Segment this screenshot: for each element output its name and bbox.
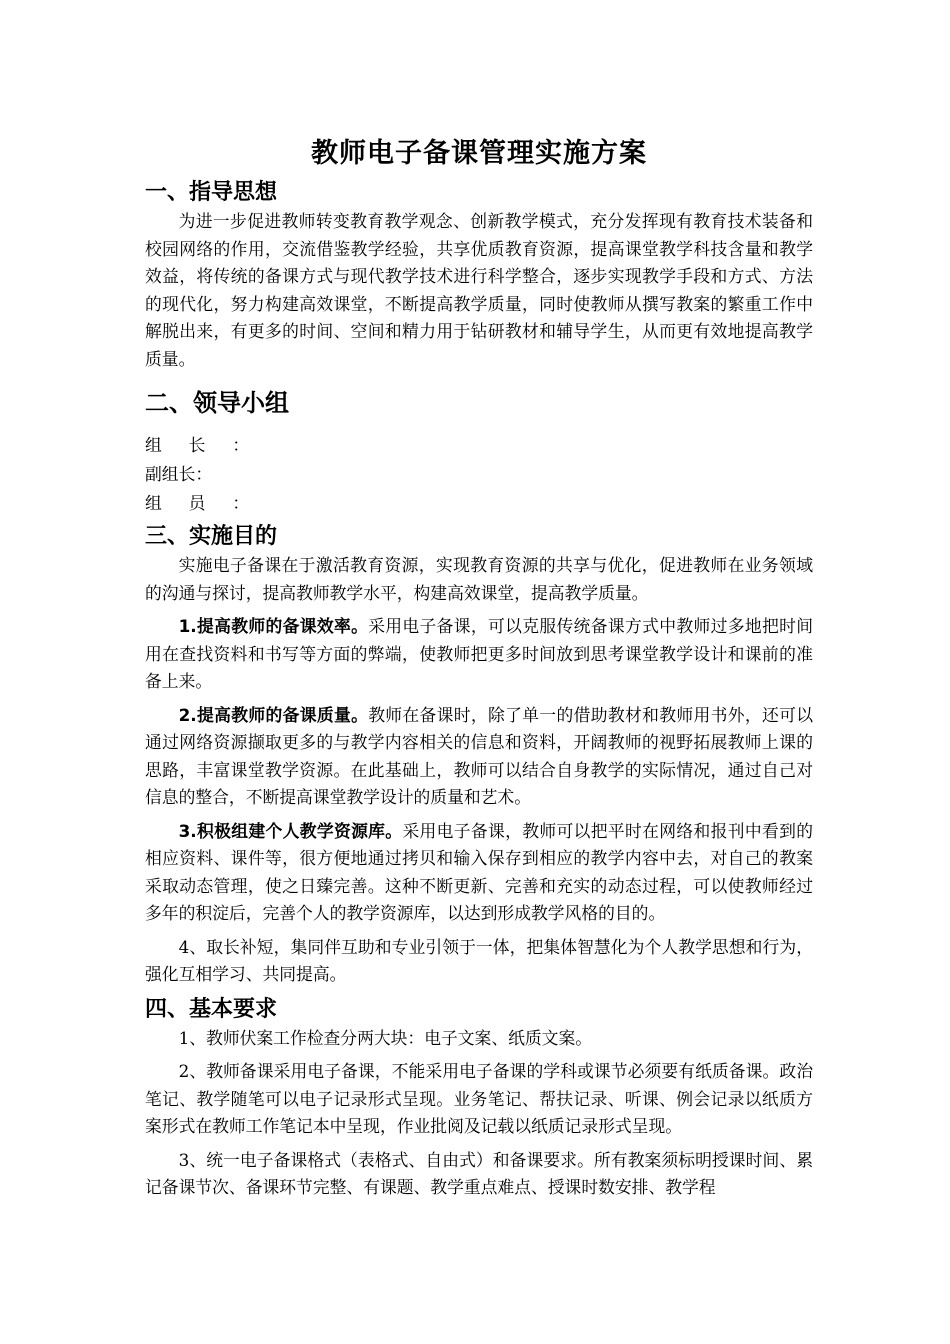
section-heading-leadership-group: 二、领导小组 bbox=[145, 389, 289, 417]
purpose-1-lead: 1.提高教师的备课效率。 bbox=[178, 616, 369, 636]
paragraph-requirement-2: 2、教师备课采用电子备课，不能采用电子备课的学科或课节必须要有纸质备课。政治笔记、教学随笔可以电子记录形式呈现。业务笔记、帮扶记录、听课、例会记录以纸质方案形式在教师工作笔记本中呈现，作业批阅及记载以纸质记录形式呈现。 bbox=[145, 1061, 813, 1136]
paragraph-purpose-4: 4、取长补短，集同伴互助和专业引领于一体，把集体智慧化为个人教学思想和行为，强化互相学习、共同提高。 bbox=[145, 936, 813, 984]
member-row-leader bbox=[145, 431, 813, 460]
paragraph-requirement-1: 1、教师伏案工作检查分两大块：电子文案、纸质文案。 bbox=[178, 1027, 593, 1048]
member-row-member bbox=[145, 489, 813, 518]
deputy-leader-label: 副组长： bbox=[145, 464, 213, 484]
section-heading-purpose: 三、实施目的 bbox=[145, 524, 278, 549]
purpose-3-lead: 3.积极组建个人教学资源库。 bbox=[178, 820, 403, 841]
purpose-2-body: 教师在备课时，除了单一的借助教材和教师用书外，还可以通过网络资源撷取更多的与教学内容相关的信息和资料，开阔教师的视野拓展教师上课的思路，丰富课堂教学资源。在此基础上，教师可以结合自身教学的实际情况，通过自己对信息的整合，不断提高课堂教学设计的质量和艺术。 bbox=[145, 704, 813, 807]
purpose-3-body: 采用电子备课，教师可以把平时在网络和报刊中看到的相应资料、课件等，很方便地通过拷贝和输入保存到相应的教学内容中去，对自己的教案采取动态管理，使之日臻完善。这种不断更新、完善和充实的动态过程，可以使教师经过多年的积淀后，完善个人的教学资源库，以达到形成教学风格的目的。 bbox=[145, 820, 813, 923]
leadership-members bbox=[145, 431, 813, 518]
paragraph-purpose-3 bbox=[145, 818, 813, 928]
document-title: 教师电子备课管理实施方案 bbox=[311, 138, 647, 169]
purpose-2-lead: 2.提高教师的备课质量。 bbox=[178, 704, 369, 725]
leader-label: 组长： bbox=[145, 435, 276, 455]
section-heading-basic-requirements: 四、基本要求 bbox=[145, 996, 278, 1022]
paragraph-requirement-3: 3、统一电子备课格式（表格式、自由式）和备课要求。所有教案须标明授课时间、累记备课节次、备课环节完整、有课题、教学重点难点、授课时数安排、教学程 bbox=[145, 1149, 813, 1197]
member-label: 组员： bbox=[145, 493, 276, 513]
paragraph-purpose-intro: 实施电子备课在于激活教育资源，实现教育资源的共享与优化，促进教师在业务领域的沟通与探讨，提高教师教学水平，构建高效课堂，提高教学质量。 bbox=[145, 555, 813, 603]
paragraph-guiding-ideology: 为进一步促进教师转变教育教学观念、创新教学模式，充分发挥现有教育技术装备和校园网络的作用，交流借鉴教学经验，共享优质教育资源，提高课堂教学科技含量和教学效益，将传统的备课方式与现代教学技术进行科学整合，逐步实现教学手段和方式、方法的现代化，努力构建高效课堂，不断提高教学质量，同时使教师从撰写教案的繁重工作中解脱出来，有更多的时间、空间和精力用于钻研教材和辅导学生，从而更有效地提高教学质量。 bbox=[145, 211, 813, 369]
purpose-1-body: 采用电子备课，可以克服传统备课方式中教师过多地把时间用在查找资料和书写等方面的弊端，使教师把更多时间放到思考课堂教学设计和课前的准备上来。 bbox=[145, 616, 813, 691]
section-heading-guiding-ideology: 一、指导思想 bbox=[145, 180, 278, 205]
paragraph-purpose-1 bbox=[145, 613, 813, 696]
paragraph-purpose-2 bbox=[145, 702, 813, 812]
document-page bbox=[145, 132, 813, 1208]
member-row-deputy bbox=[145, 460, 813, 489]
